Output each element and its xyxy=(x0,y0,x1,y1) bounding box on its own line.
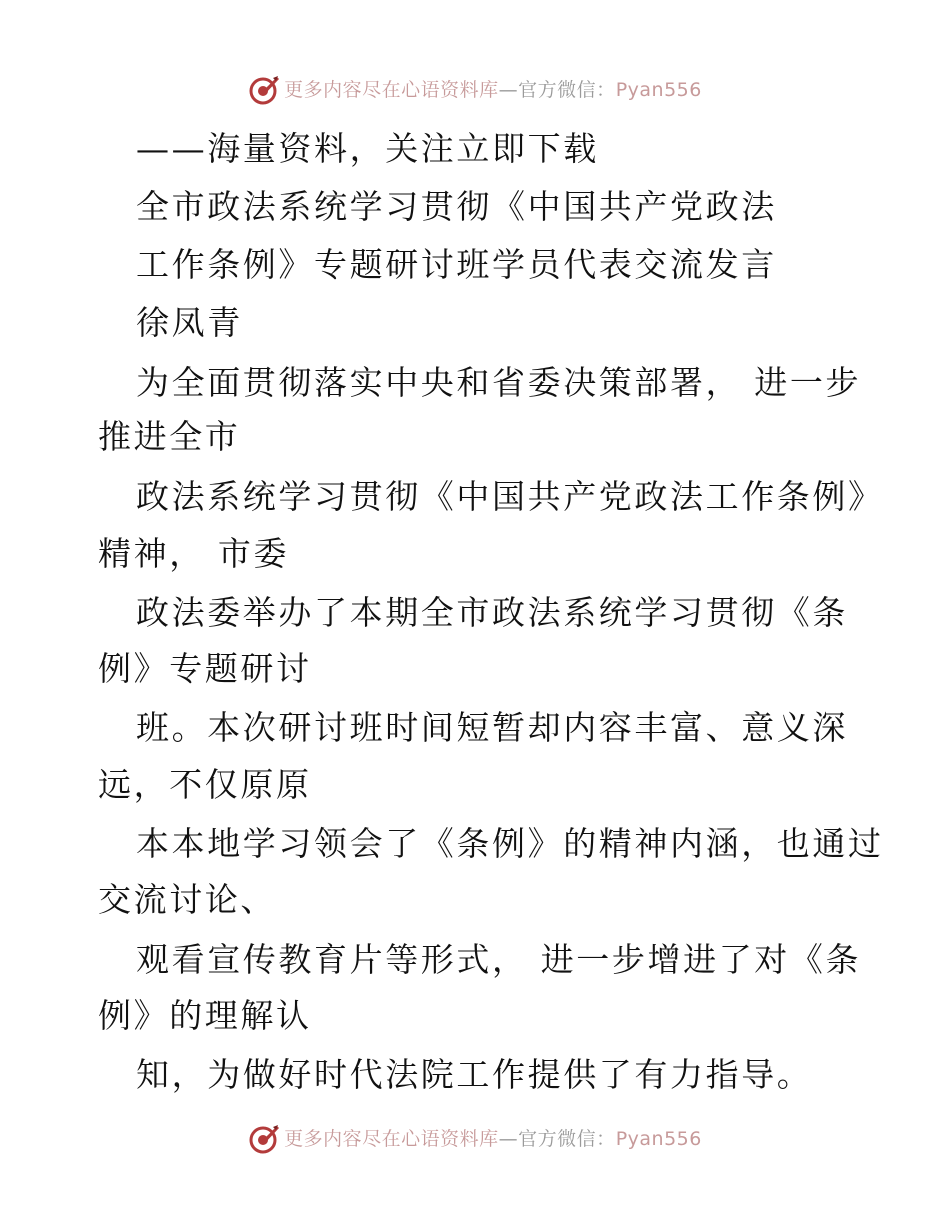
paragraph-line: 例》的理解认 xyxy=(98,996,312,1035)
paragraph-line: 政法系统学习贯彻《中国共产党政法工作条例》 xyxy=(136,477,884,516)
watermark-wechat-id: Pyan556 xyxy=(615,1127,702,1150)
watermark-dash: — xyxy=(498,78,519,101)
header-watermark xyxy=(0,70,950,110)
paragraph-line: 例》专题研讨 xyxy=(98,649,312,688)
paragraph-line: 本本地学习领会了《条例》的精神内涵，也通过 xyxy=(136,824,884,863)
paragraph-line: 交流讨论、 xyxy=(98,880,276,919)
watermark-main-text: 更多内容尽在心语资料库 xyxy=(284,1127,499,1150)
quill-logo-icon xyxy=(248,74,280,106)
watermark-wechat-label: 官方微信： xyxy=(518,1127,616,1150)
paragraph-line: 为全面贯彻落实中央和省委决策部署， 进一步 xyxy=(136,363,862,402)
paragraph-line: 知，为做好时代法院工作提供了有力指导。 xyxy=(136,1055,813,1094)
paragraph-line: 观看宣传教育片等形式， 进一步增进了对《条 xyxy=(136,940,862,979)
paragraph-line: 精神， 市委 xyxy=(98,534,290,573)
paragraph-line: 政法委举办了本期全市政法系统学习贯彻《条 xyxy=(136,593,848,632)
paragraph-line: 推进全市 xyxy=(98,417,241,456)
watermark-dash: — xyxy=(498,1127,519,1150)
author-name: 徐凤青 xyxy=(136,303,243,342)
paragraph-line: 班。本次研讨班时间短暂却内容丰富、意义深 xyxy=(136,708,848,747)
watermark-main-text: 更多内容尽在心语资料库 xyxy=(284,78,499,101)
title-line-1: 全市政法系统学习贯彻《中国共产党政法 xyxy=(136,187,777,226)
watermark-wechat-id: Pyan556 xyxy=(615,78,702,101)
download-notice-line: ——海量资料，关注立即下载 xyxy=(136,129,599,168)
footer-watermark xyxy=(0,1119,950,1159)
title-line-2: 工作条例》专题研讨班学员代表交流发言 xyxy=(136,245,777,284)
paragraph-line: 远，不仅原原 xyxy=(98,765,312,804)
watermark-wechat-label: 官方微信： xyxy=(518,78,616,101)
quill-logo-icon xyxy=(248,1123,280,1155)
